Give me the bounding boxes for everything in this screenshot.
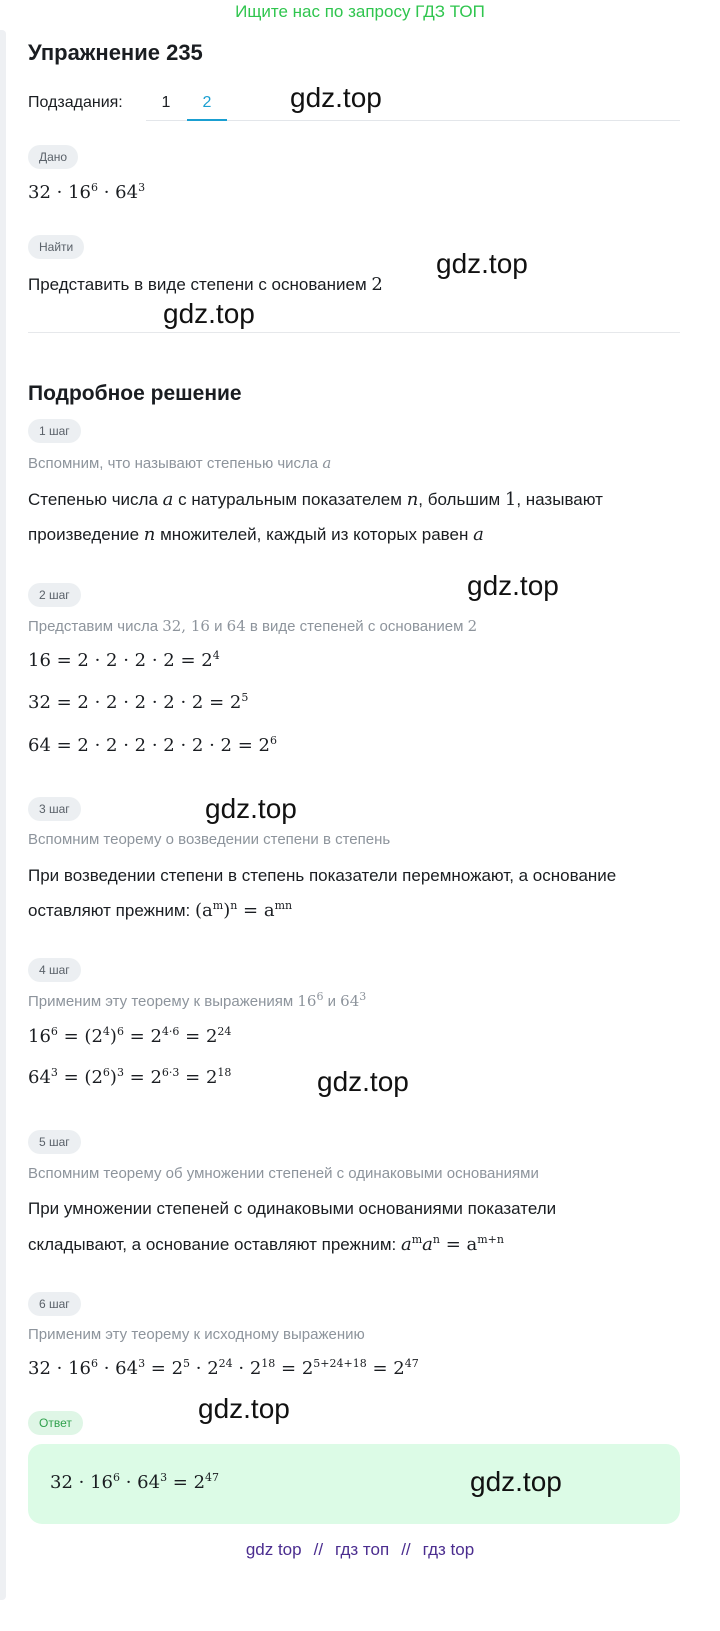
step-1-tag: 1 шаг <box>28 419 81 443</box>
footer-link-gdz-top[interactable]: gdz top <box>245 1540 302 1559</box>
step-4-tag: 4 шаг <box>28 958 81 982</box>
section-divider <box>28 332 680 333</box>
step-5-hint: Вспомним теорему об умножении степеней с одинаковыми основаниями <box>28 1165 539 1182</box>
step-2-hint: Представим числа 32, 16 и 64 в виде степеней с основанием 2 <box>28 617 478 635</box>
step-6-hint: Применим эту теорему к исходному выражению <box>28 1326 365 1343</box>
watermark: gdz.top <box>317 1066 409 1097</box>
step-3-hint: Вспомним теорему о возведении степени в степень <box>28 831 391 848</box>
step-1-hint: Вспомним, что называют степенью числа a <box>28 454 332 472</box>
answer-tag: Ответ <box>28 1411 83 1435</box>
footer-link-gdz-top-mixed[interactable]: гдз top <box>422 1540 475 1559</box>
footer-link-gdz-top-ru[interactable]: гдз топ <box>335 1540 390 1559</box>
left-rail <box>0 30 6 1600</box>
step-1-line-2: произведение n множителей, каждый из которых равен a <box>28 524 484 545</box>
watermark: gdz.top <box>436 248 528 279</box>
step-2-row-2: $32 = 2 \cdot 2 \cdot 2 \cdot 2 \cdot 2 = 2^5$ <box>28 691 249 713</box>
footer-links: gdz top // гдз топ // гдз top <box>245 1540 475 1559</box>
step-1-line-1: Степенью числа a с натуральным показателем n, большим 1, называют <box>28 489 603 510</box>
find-text: Представить в виде степени с основанием 2 <box>28 274 383 295</box>
solution-title: Подробное решение <box>28 382 242 405</box>
step-3-tag: 3 шаг <box>28 797 81 821</box>
step-4-row-1: $16^6 = (2^4)^6 = 2^{4\cdot 6} = 2^{24}$ <box>28 1025 232 1047</box>
watermark: gdz.top <box>470 1466 562 1497</box>
watermark: gdz.top <box>198 1393 290 1424</box>
step-5-line-1: При умножении степеней с одинаковыми основаниями показатели <box>28 1199 557 1218</box>
step-5-line-2: складывают, а основание оставляют прежним: $a^ma^n = a^{m+n}$ <box>28 1233 504 1255</box>
watermark: gdz.top <box>205 793 297 824</box>
step-4-row-2: $64^3 = (2^6)^3 = 2^{6\cdot 3} = 2^{18}$ <box>28 1066 232 1088</box>
step-6-tag: 6 шаг <box>28 1292 81 1316</box>
active-tab-indicator <box>187 119 227 121</box>
subtask-tab-1[interactable]: 1 <box>161 94 171 111</box>
find-tag: Найти <box>28 235 84 259</box>
search-banner[interactable]: Ищите нас по запросу ГДЗ ТОП <box>235 2 485 21</box>
step-2-row-3: $64 = 2 \cdot 2 \cdot 2 \cdot 2 \cdot 2 \cdot 2 = 2^6$ <box>28 734 277 756</box>
step-3-line-2: оставляют прежним: $(a^m)^n = a^{mn}$ <box>28 899 293 921</box>
step-2-row-1: $16 = 2 \cdot 2 \cdot 2 \cdot 2 = 2^4$ <box>28 649 220 671</box>
watermark: gdz.top <box>290 82 382 113</box>
given-tag: Дано <box>28 145 78 169</box>
watermark: gdz.top <box>467 570 559 601</box>
exercise-title: Упражнение 235 <box>28 40 203 65</box>
step-4-hint: Применим эту теорему к выражениям $16^6$ и $64^3$ <box>28 990 367 1010</box>
step-2-tag: 2 шаг <box>28 583 81 607</box>
given-expression: $32 \cdot 16^6 \cdot 64^3$ <box>28 181 146 203</box>
answer-expression: $32 \cdot 16^6 \cdot 64^3 = 2^{47}$ <box>50 1471 220 1493</box>
watermark: gdz.top <box>163 298 255 329</box>
subtask-tab-2[interactable]: 2 <box>202 94 212 111</box>
subtasks-label: Подзадания: <box>28 94 123 111</box>
step-3-line-1: При возведении степени в степень показатели перемножают, а основание <box>28 866 617 885</box>
step-5-tag: 5 шаг <box>28 1130 81 1154</box>
step-6-expression: $32 \cdot 16^6 \cdot 64^3 = 2^5 \cdot 2^{24} \cdot 2^{18} = 2^{5+24+18} = 2^{47}$ <box>28 1357 419 1379</box>
